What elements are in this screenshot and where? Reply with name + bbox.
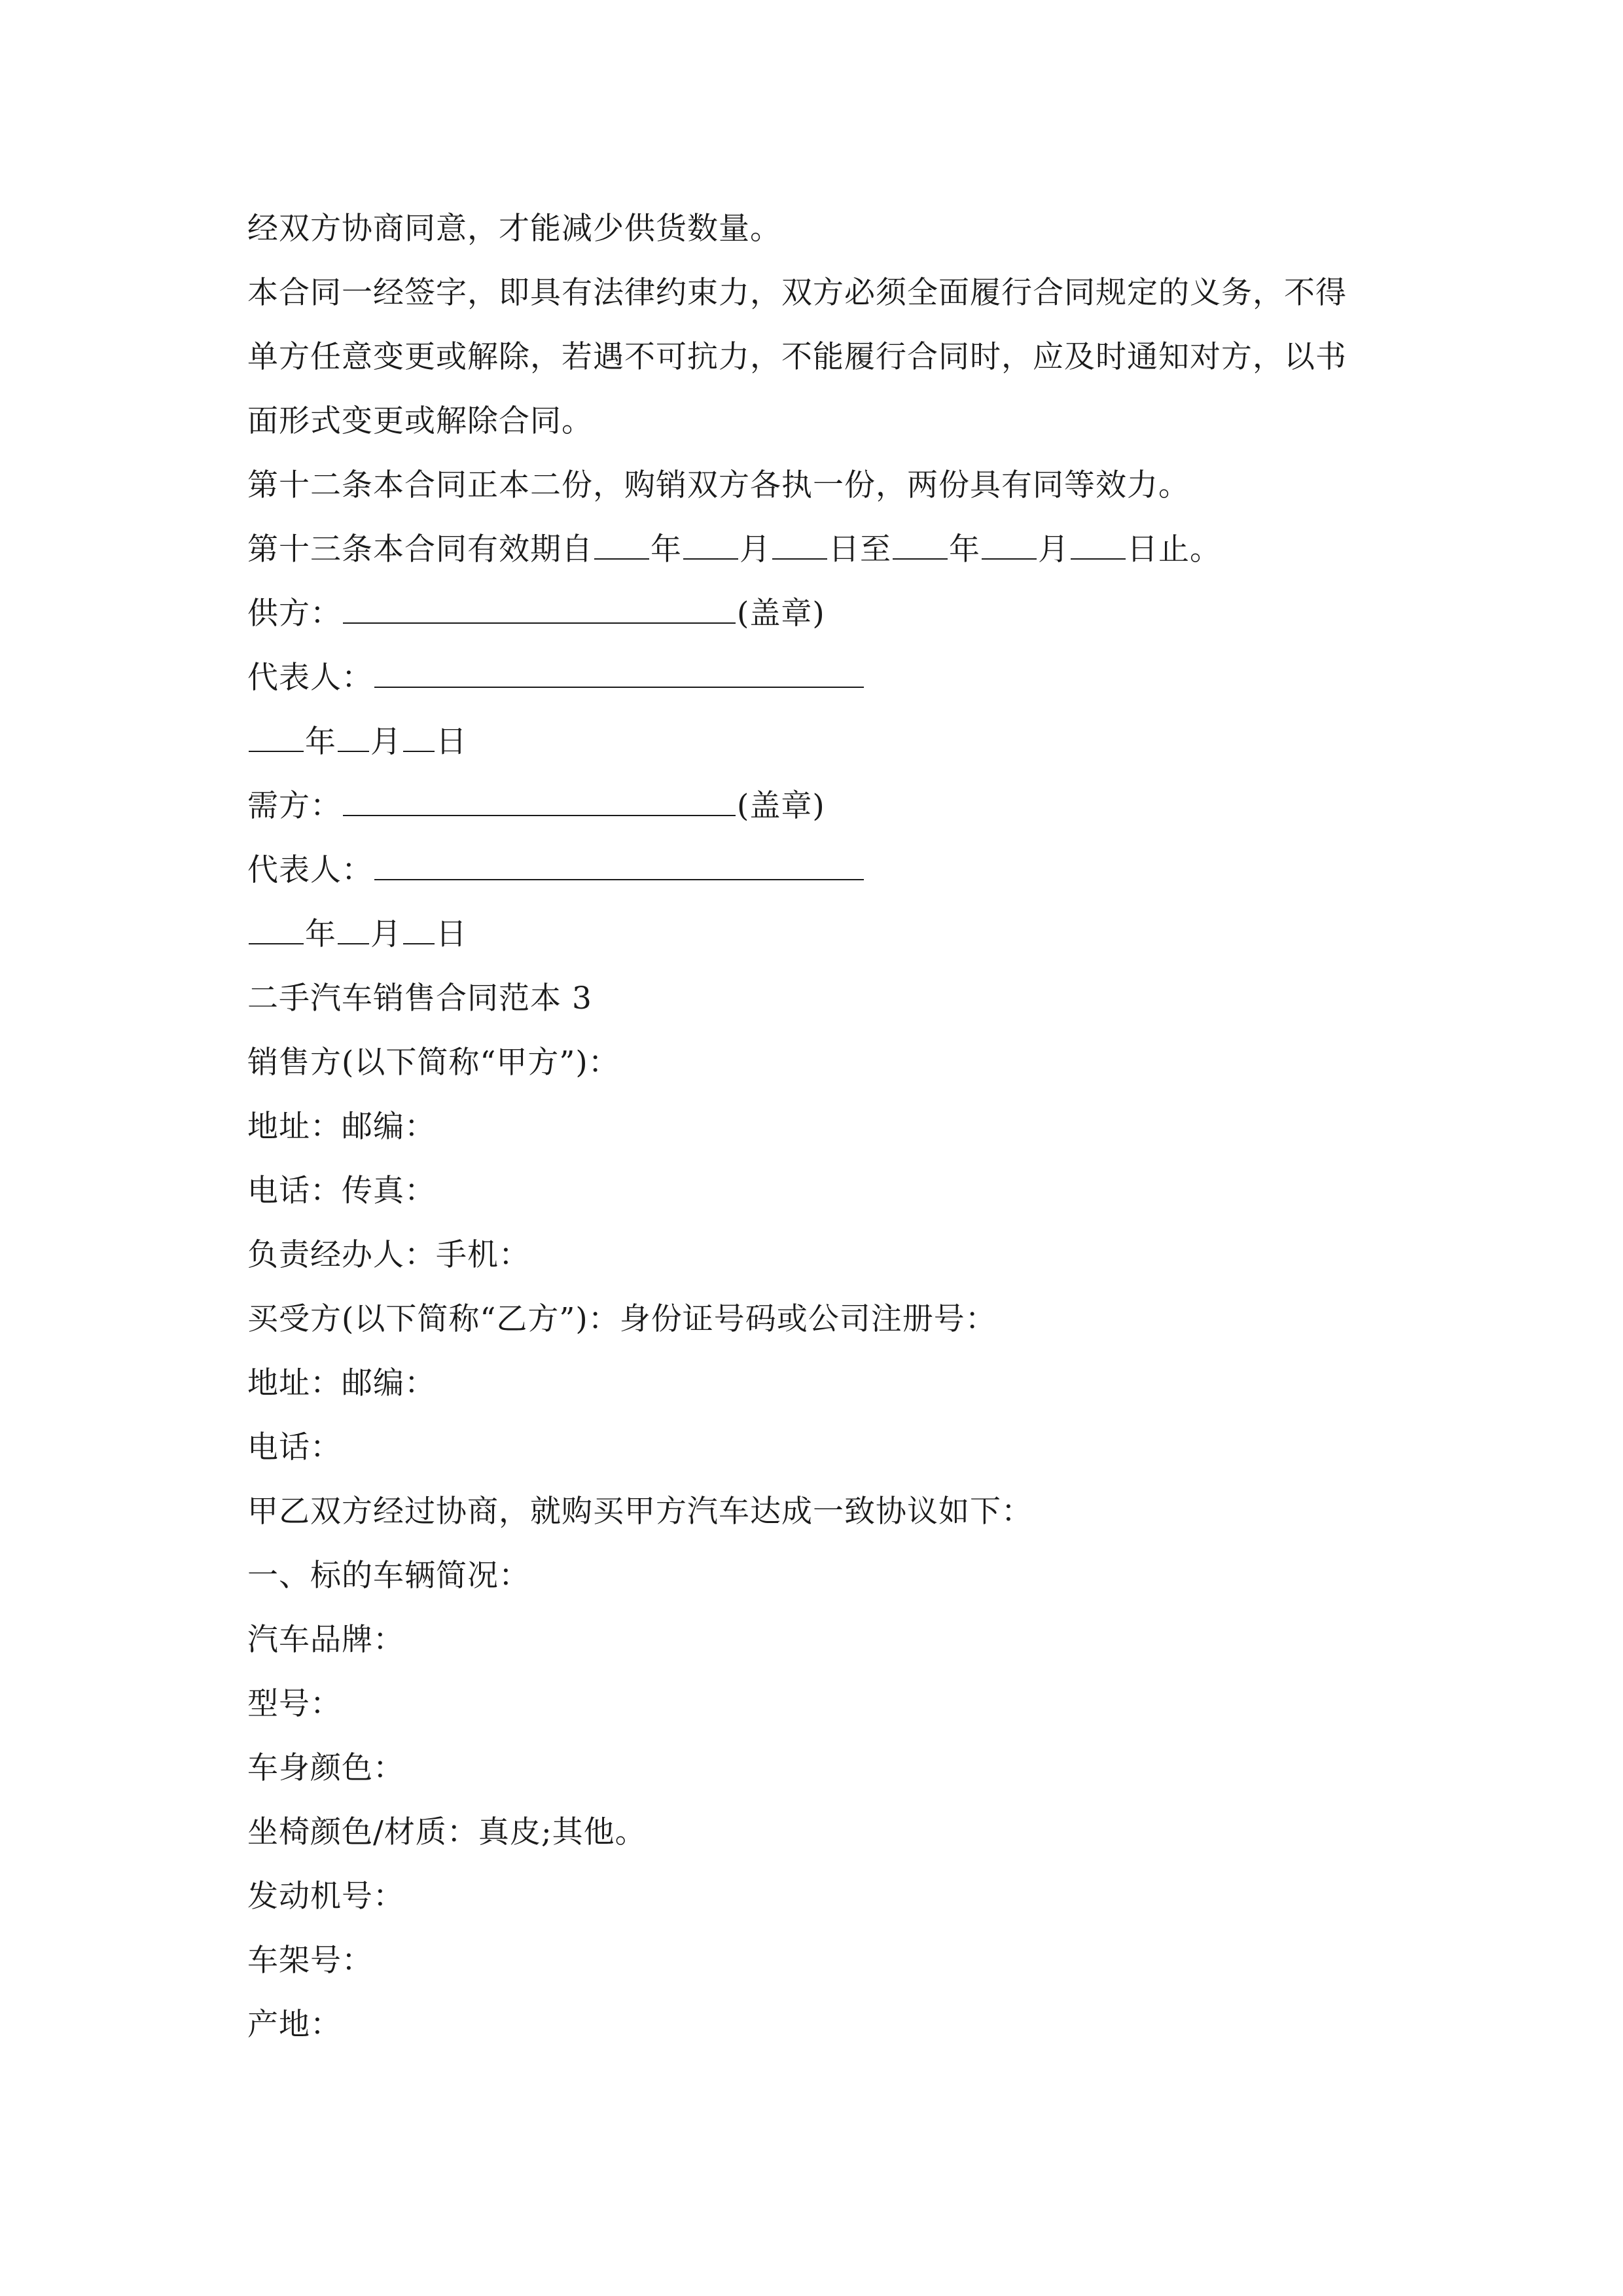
supplier-label: 供方： bbox=[247, 596, 342, 632]
blank-field bbox=[594, 553, 649, 560]
blank-field bbox=[772, 553, 827, 560]
origin-line: 产地： bbox=[247, 2007, 342, 2043]
seller-contact-line: 负责经办人：手机： bbox=[247, 1237, 530, 1273]
blank-field bbox=[683, 553, 738, 560]
seller-address-line: 地址：邮编： bbox=[247, 1109, 436, 1145]
buyer-blank bbox=[343, 810, 736, 816]
seller-phone-line: 电话：传真： bbox=[247, 1173, 436, 1209]
agreement-intro: 甲乙双方经过协商，就购买甲方汽车达成一致协议如下： bbox=[247, 1494, 1033, 1530]
paragraph-line: 经双方协商同意，才能减少供货数量。 bbox=[247, 211, 781, 247]
year-label: 年 bbox=[305, 916, 336, 952]
seat-material-line: 坐椅颜色/材质：真皮;其他。 bbox=[247, 1814, 647, 1850]
engine-number-line: 发动机号： bbox=[247, 1878, 404, 1914]
paragraph-line: 单方任意变更或解除，若遇不可抗力，不能履行合同时，应及时通知对方，以书 bbox=[247, 339, 1347, 375]
representative-blank bbox=[374, 874, 864, 880]
blank-field bbox=[338, 938, 369, 944]
clause-13 bbox=[247, 530, 1221, 569]
month-label: 月 bbox=[370, 916, 402, 952]
supplier-line bbox=[247, 594, 825, 634]
supplier-blank bbox=[343, 617, 736, 624]
buyer-label: 需方： bbox=[247, 788, 342, 824]
buyer-line bbox=[247, 787, 825, 826]
vehicle-brand-line: 汽车品牌： bbox=[247, 1622, 404, 1658]
blank-field bbox=[338, 745, 369, 752]
clause-12: 第十二条本合同正本二份，购销双方各执一份，两份具有同等效力。 bbox=[247, 467, 1190, 503]
purchaser-address-line: 地址：邮编： bbox=[247, 1365, 436, 1401]
purchaser-phone-line: 电话： bbox=[247, 1429, 342, 1465]
day-to-label: 日至 bbox=[829, 531, 891, 567]
purchaser-line: 买受方(以下简称“乙方”)：身份证号码或公司注册号： bbox=[247, 1301, 997, 1337]
buyer-date-line bbox=[247, 915, 467, 954]
blank-field bbox=[249, 938, 304, 944]
section-heading: 一、标的车辆简况： bbox=[247, 1558, 530, 1594]
day-label: 日 bbox=[436, 724, 467, 760]
representative-label: 代表人： bbox=[247, 852, 373, 888]
month-label: 月 bbox=[740, 531, 771, 567]
paragraph-line: 本合同一经签字，即具有法律约束力，双方必须全面履行合同规定的义务，不得 bbox=[247, 275, 1347, 311]
year-label: 年 bbox=[651, 531, 682, 567]
day-end-label: 日止。 bbox=[1127, 531, 1221, 567]
frame-number-line: 车架号： bbox=[247, 1943, 373, 1979]
representative-blank bbox=[374, 681, 864, 688]
body-color-line: 车身颜色： bbox=[247, 1750, 404, 1786]
blank-field bbox=[982, 553, 1037, 560]
blank-field bbox=[403, 745, 435, 752]
year-label: 年 bbox=[949, 531, 980, 567]
year-label: 年 bbox=[305, 724, 336, 760]
month-label: 月 bbox=[1038, 531, 1069, 567]
seller-line: 销售方(以下简称“甲方”)： bbox=[247, 1045, 620, 1081]
blank-field bbox=[249, 745, 304, 752]
supplier-date-line bbox=[247, 723, 467, 762]
supplier-representative-line bbox=[247, 658, 865, 698]
month-label: 月 bbox=[370, 724, 402, 760]
paragraph-line: 面形式变更或解除合同。 bbox=[247, 403, 593, 439]
blank-field bbox=[1071, 553, 1126, 560]
vehicle-model-line: 型号： bbox=[247, 1686, 342, 1722]
blank-field bbox=[893, 553, 948, 560]
day-label: 日 bbox=[436, 916, 467, 952]
seal-label: (盖章) bbox=[737, 788, 825, 824]
section-title: 二手汽车销售合同范本 3 bbox=[247, 980, 592, 1016]
clause-13-prefix: 第十三条本合同有效期自 bbox=[247, 531, 593, 567]
buyer-representative-line bbox=[247, 851, 865, 890]
representative-label: 代表人： bbox=[247, 660, 373, 696]
blank-field bbox=[403, 938, 435, 944]
seal-label: (盖章) bbox=[737, 596, 825, 632]
